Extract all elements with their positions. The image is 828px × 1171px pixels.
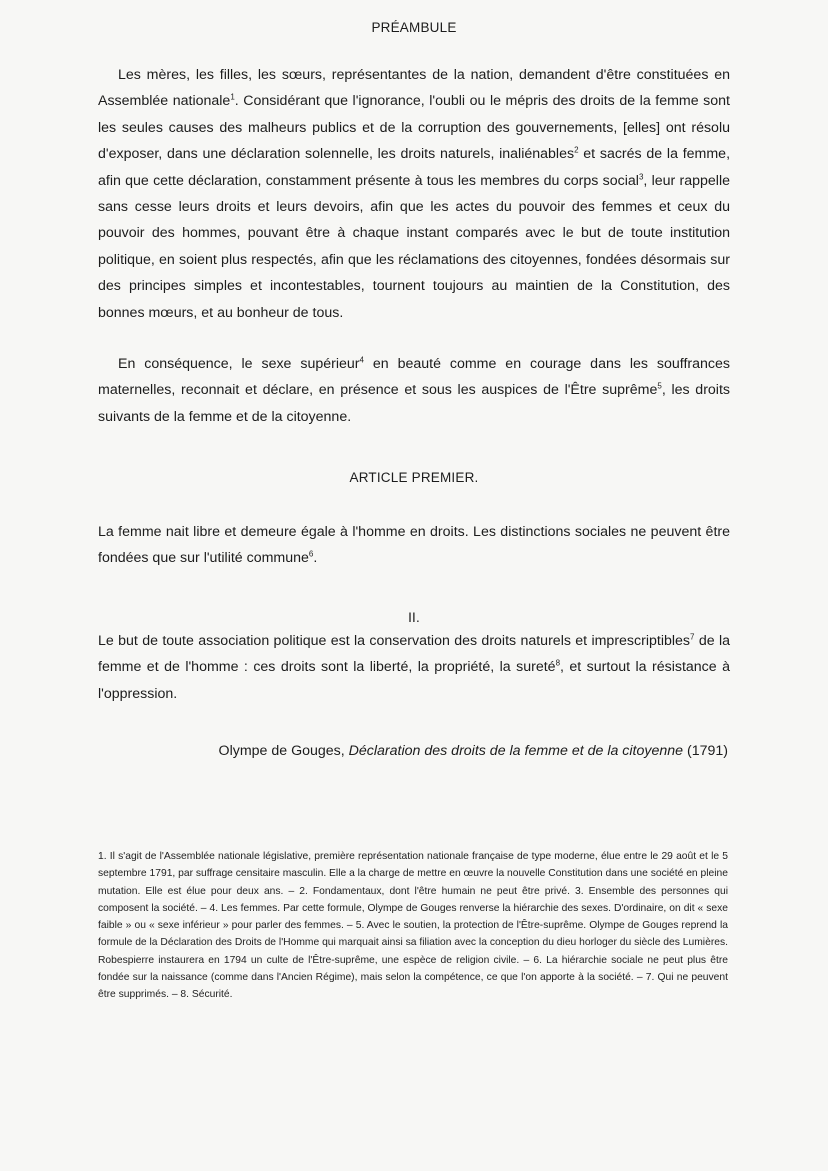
footnote-ref-7: 7 [690, 632, 695, 642]
footnotes: 1. Il s'agit de l'Assemblée nationale législative, première représentation nationale française de type moderne, élue entre le 29 août et le 5 septembre 1791, par suffrage censitaire masculin. Elle a la charge de mettre en œuvre la nouvelle Constitution dans une société en pleine mutation. Elle est élue pour deux ans. – 2. Fondamentaux, dont l'être humain ne peut être privé. 3. Ensemble des personnes qui composent la société. – 4. Les femmes. Par cette formule, Olympe de Gouges renverse la hiérarchie des sexes. D'ordinaire, on dit « sexe faible » ou « sexe inférieur » pour parler des femmes. – 5. Avec le soutien, la protection de l'Être-suprême. Olympe de Gouges reprend la formule de la Déclaration des Droits de l'Homme qui marquait ainsi sa filiation avec la conception du dieu horloger du siècle des Lumières. Robespierre instaurera en 1794 un culte de l'Être-suprême, une espèce de religion civile. – 6. La hiérarchie sociale ne peut plus être fondée sur la naissance (comme dans l'Ancien Régime), mais selon la compétence, ce que l'on apporte à la société. – 7. Qui ne peuvent être supprimés. – 8. Sécurité. [98, 851, 729, 1001]
footnote-ref-1: 1 [230, 92, 235, 102]
source-citation [219, 743, 728, 759]
preamble-paragraph-2: En conséquence, le sexe supérieur$^4$ en beauté comme en courage dans les souffrances maternelles, reconnait et déclare, en présence et sous les auspices de l'Être suprême$^5$, les droits suivants de la femme et de la citoyenne. [98, 355, 730, 425]
footnote-ref-3: 3 [638, 171, 644, 181]
article-2-title: II. [408, 610, 420, 625]
article-1-title: ARTICLE PREMIER. [349, 470, 479, 485]
footnote-ref-6: 6 [308, 549, 314, 559]
preamble-title: PRÉAMBULE [371, 20, 457, 35]
source-work-title: Déclaration des droits de la femme et de la citoyenne [348, 743, 684, 759]
article-1-text: La femme nait libre et demeure égale à l'homme en droits. Les distinctions sociales ne peuvent être fondées que sur l'utilité commune$^6$. [98, 524, 730, 567]
article-2-text: Le but de toute association politique est la conservation des droits naturels et imprescriptibles$^7$ de la femme et de l'homme : ces droits sont la liberté, la propriété, la sureté$^8$, et surtout la résistance à l'oppression. [98, 632, 730, 702]
footnote-ref-4: 4 [359, 355, 364, 365]
footnote-ref-2: 2 [574, 145, 579, 155]
footnote-ref-5: 5 [657, 381, 662, 391]
footnote-ref-8: 8 [555, 658, 561, 668]
source-author: Olympe de Gouges, [218, 743, 349, 759]
preamble-paragraph-1: Les mères, les filles, les sœurs, représentantes de la nation, demandent d'être constituées en Assemblée nationale$^1$. Considérant que l'ignorance, l'oubli ou le mépris des droits de la femme sont les seules causes des malheurs publics et de la corruption des gouvernements, [elles] ont résolu d'exposer, dans une déclaration solennelle, les droits naturels, inaliénables$^2$ et sacrés de la femme, afin que cette déclaration, constamment présente à tous les membres du corps social$^3$, leur rappelle sans cesse leurs droits et leurs devoirs, afin que les actes du pouvoir des femmes et ceux du pouvoir des hommes, pouvant être à chaque instant comparés avec le but de toute institution politique, en soient plus respectés, afin que les réclamations des citoyennes, fondées désormais sur des principes simples et incontestables, tournent toujours au maintien de la Constitution, des bonnes mœurs, et au bonheur de tous. [98, 67, 731, 321]
source-year: (1791) [683, 743, 728, 759]
